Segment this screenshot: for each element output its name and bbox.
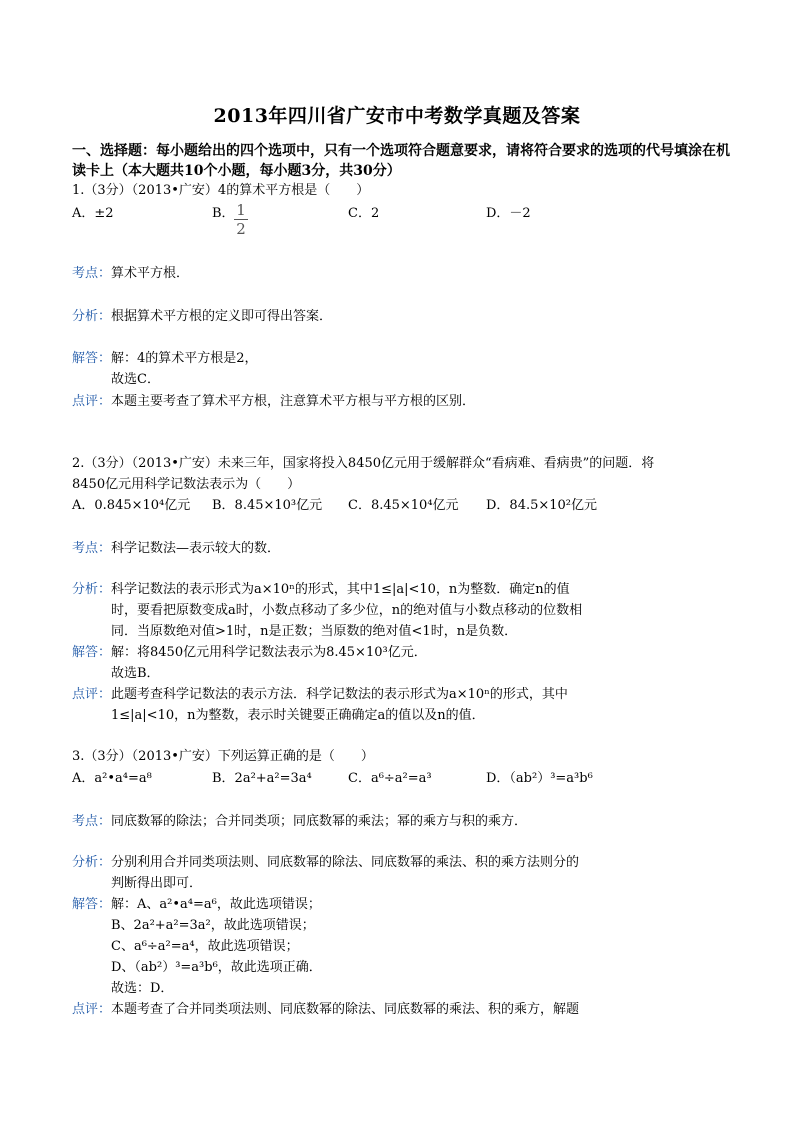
- q2-jieda-2: 故选B．: [111, 666, 160, 681]
- q3-kaodian-text: 同底数幂的除法；合并同类项；同底数幂的乘法；幂的乘方与积的乘方．: [111, 814, 528, 829]
- q2-dianping-2: 1≤|a|<10，n为整数，表示时关键要正确确定a的值以及n的值．: [111, 708, 485, 723]
- q1-kaodian-text: 算术平方根．: [111, 266, 190, 281]
- q2-fenxi: [72, 581, 570, 598]
- q3-kaodian: [72, 813, 527, 830]
- label-kaodian: 考点：: [72, 814, 112, 829]
- label-kaodian: 考点：: [72, 266, 112, 281]
- label-dianping: 点评：: [72, 1002, 112, 1017]
- section-heading: 一、选择题：每小题给出的四个选项中，只有一个选项符合题意要求，请将符合要求的选项的代号填涂在机读卡上（本大题共10个小题，每小题3分，共30分）: [72, 143, 730, 179]
- q1-kaodian: [72, 265, 189, 282]
- q2-fenxi-text: 科学记数法的表示形式为a×10ⁿ的形式，其中1≤|a|<10，n为整数．确定n的值: [111, 582, 570, 597]
- q1-fenxi-text: 根据算术平方根的定义即可得出答案．: [111, 309, 333, 324]
- q2-option-a: A．0.845×10⁴亿元: [72, 498, 191, 513]
- q1-option-b-fraction: [234, 202, 248, 237]
- q2-option-d: D．84.5×10²亿元: [486, 498, 598, 513]
- q3-option-d: D．（ab²）³=a³b⁶: [486, 771, 593, 786]
- q3-stem: 3.（3分）（2013•广安）下列运算正确的是（ ）: [72, 749, 374, 764]
- q2-fenxi-3: 同．当原数绝对值>1时，n是正数；当原数的绝对值<1时，n是负数．: [111, 624, 518, 639]
- q2-jieda: [72, 644, 427, 661]
- label-fenxi: 分析：: [72, 855, 112, 870]
- q1-option-a: A．±2: [72, 206, 114, 221]
- label-fenxi: 分析：: [72, 309, 112, 324]
- label-dianping: 点评：: [72, 687, 112, 702]
- q3-option-b: B．2a²+a²=3a⁴: [212, 771, 312, 786]
- q1-jieda: [72, 350, 258, 367]
- q1-stem: 1.（3分）（2013•广安）4的算术平方根是（ ）: [72, 183, 370, 198]
- q2-stem-1: 2.（3分）（2013•广安）未来三年，国家将投入8450亿元用于缓解群众“看病难、看病贵”的问题．将: [72, 456, 655, 471]
- q1-jieda-2: 故选C．: [111, 372, 160, 387]
- q1-dianping: [72, 393, 475, 410]
- q3-option-c: C．a⁶÷a²=a³: [348, 771, 432, 786]
- q1-option-b-label: B．: [212, 206, 235, 221]
- label-jieda: 解答：: [72, 645, 112, 660]
- q1-dianping-text: 本题主要考查了算术平方根，注意算术平方根与平方根的区别．: [111, 394, 476, 409]
- q3-dianping: [72, 1001, 579, 1018]
- q3-jieda: [72, 896, 321, 913]
- q1-option-d: D．－2: [486, 206, 531, 221]
- q1-jieda-text: 解：4的算术平方根是2，: [111, 351, 258, 366]
- q1-option-c: C．2: [348, 206, 380, 221]
- q3-dianping-text: 本题考查了合并同类项法则、同底数幂的除法、同底数幂的乘法、积的乘方，解题: [111, 1002, 580, 1017]
- q2-kaodian-text: 科学记数法—表示较大的数．: [111, 541, 281, 556]
- q3-fenxi-2: 判断得出即可．: [111, 876, 203, 891]
- q2-kaodian: [72, 540, 280, 557]
- q3-fenxi-text: 分别利用合并同类项法则、同底数幂的除法、同底数幂的乘法、积的乘方法则分的: [111, 855, 580, 870]
- q3-fenxi: [72, 854, 579, 871]
- fraction-numerator: 1: [236, 201, 246, 219]
- page-title: 2013年四川省广安市中考数学真题及答案: [213, 105, 581, 127]
- fraction-denominator: 2: [236, 220, 246, 238]
- q2-option-b: B．8.45×10³亿元: [212, 498, 323, 513]
- q3-jieda-3: C、a⁶÷a²=a⁴，故此选项错误；: [111, 939, 299, 954]
- q2-fenxi-2: 时，要看把原数变成a时，小数点移动了多少位，n的绝对值与小数点移动的位数相: [111, 603, 583, 618]
- q3-jieda-2: B、2a²+a²=3a²，故此选项错误；: [111, 918, 315, 933]
- label-kaodian: 考点：: [72, 541, 112, 556]
- label-jieda: 解答：: [72, 897, 112, 912]
- q2-jieda-text: 解：将8450亿元用科学记数法表示为8.45×10³亿元．: [111, 645, 427, 660]
- q2-option-c: C．8.45×10⁴亿元: [348, 498, 459, 513]
- q3-jieda-text: 解：A、a²•a⁴=a⁶，故此选项错误；: [111, 897, 321, 912]
- label-dianping: 点评：: [72, 394, 112, 409]
- q2-dianping: [72, 686, 568, 703]
- q2-dianping-text: 此题考查科学记数法的表示方法．科学记数法的表示形式为a×10ⁿ的形式，其中: [111, 687, 568, 702]
- label-jieda: 解答：: [72, 351, 112, 366]
- q1-fenxi: [72, 308, 332, 325]
- label-fenxi: 分析：: [72, 582, 112, 597]
- q3-option-a: A．a²•a⁴=a⁸: [72, 771, 152, 786]
- q3-jieda-5: 故选：D．: [111, 981, 174, 996]
- q3-jieda-4: D、（ab²）³=a³b⁶，故此选项正确．: [111, 960, 322, 975]
- q2-stem-2: 8450亿元用科学记数法表示为（ ）: [72, 477, 301, 492]
